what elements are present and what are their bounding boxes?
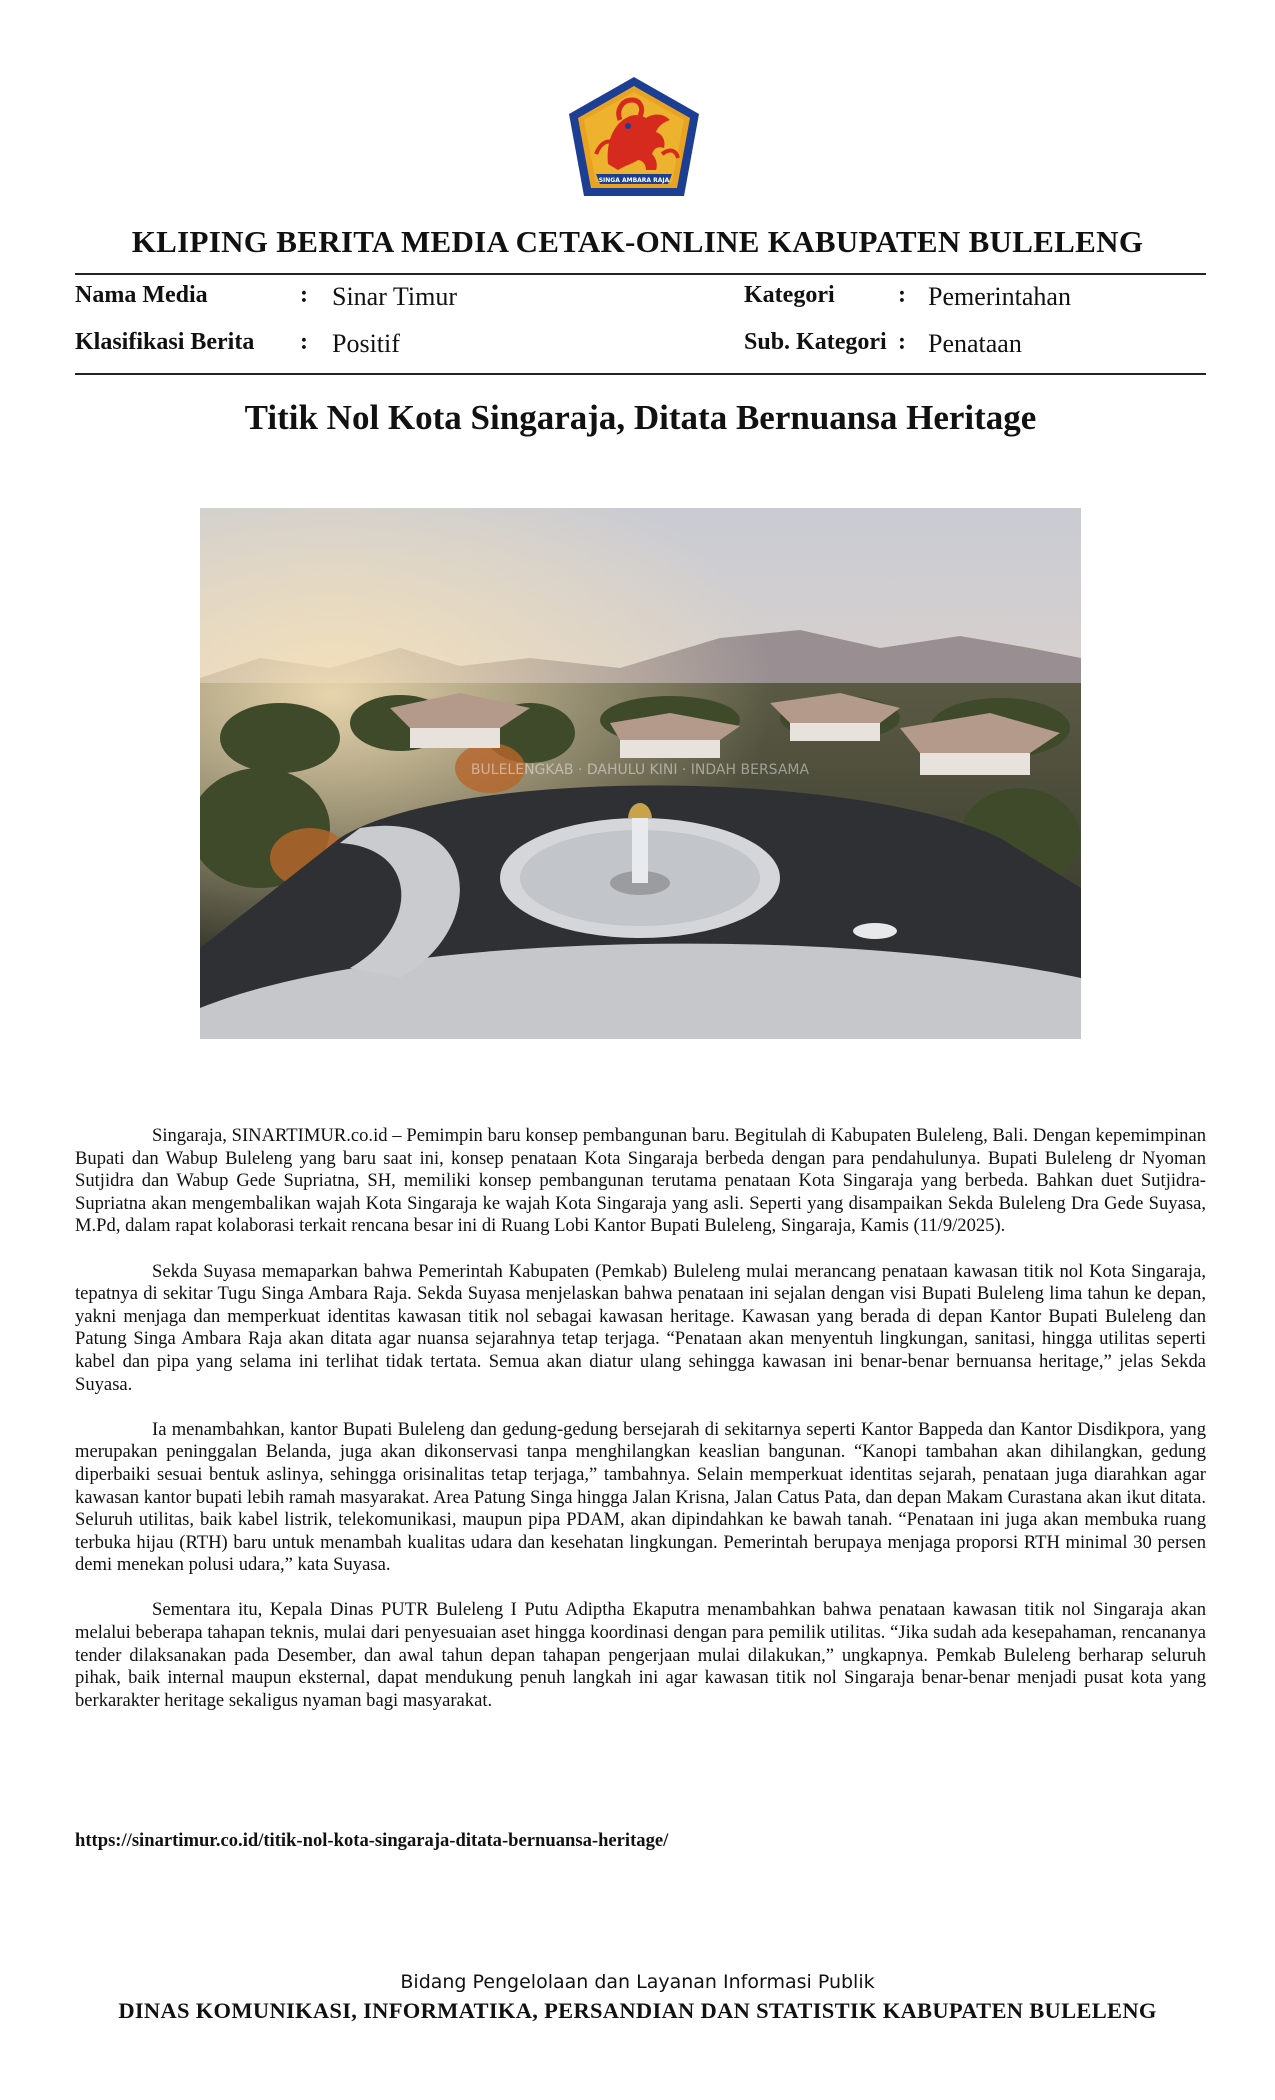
kategori-value: Pemerintahan bbox=[928, 282, 1071, 311]
source-link[interactable]: https://sinartimur.co.id/titik-nol-kota-singaraja-ditata-bernuansa-heritage/ bbox=[75, 1830, 669, 1851]
article-paragraph: Singaraja, SINARTIMUR.co.id – Pemimpin baru konsep pembangunan baru. Begitulah di Kabupaten Buleleng, Bali. Dengan kepemimpinan Bupati dan Wabup Buleleng yang baru saat ini, konsep penataan Kota Singaraja berbeda dengan para pendahulunya. Bupati Buleleng dr Nyoman Sutjidra dan Wabup Gede Supriatna, SH, memiliki konsep pembangunan terutama penataan Kota Singaraja yang berbeda. Bahkan duet Sutjidra-Supriatna akan mengembalikan wajah Kota Singaraja ke wajah Kota Singaraja yang asli. Seperti yang disampaikan Sekda Buleleng Dra Gede Suyasa, M.Pd, dalam rapat kolaborasi terkait rencana besar ini di Ruang Lobi Kantor Bupati Buleleng, Singaraja, Kamis (11/9/2025). bbox=[75, 1125, 1206, 1237]
article-headline: Titik Nol Kota Singaraja, Ditata Bernuansa Heritage bbox=[244, 398, 1037, 437]
header-divider-top bbox=[75, 273, 1206, 275]
header-divider-bottom bbox=[75, 373, 1206, 375]
kategori-colon: : bbox=[898, 282, 906, 308]
document-title: KLIPING BERITA MEDIA CETAK-ONLINE KABUPATEN BULELENG bbox=[131, 224, 1144, 259]
kategori-label: Kategori bbox=[744, 282, 835, 308]
sub-kategori-value: Penataan bbox=[928, 329, 1022, 358]
article-photo bbox=[200, 508, 1081, 1039]
klasifikasi-berita-value: Positif bbox=[332, 329, 400, 358]
footer-title: DINAS KOMUNIKASI, INFORMATIKA, PERSANDIAN DAN STATISTIK KABUPATEN BULELENG bbox=[118, 1998, 1157, 2023]
klasifikasi-berita-label: Klasifikasi Berita bbox=[75, 329, 255, 355]
sub-kategori-label: Sub. Kategori bbox=[744, 329, 887, 355]
article-paragraph: Ia menambahkan, kantor Bupati Buleleng dan gedung-gedung bersejarah di sekitarnya seperti Kantor Bappeda dan Kantor Disdikpora, yang merupakan peninggalan Belanda, juga akan dikonservasi tanpa menghilangkan keaslian bangunan. “Kanopi tambahan akan dihilangkan, gedung diperbaiki sesuai bentuk aslinya, sehingga orisinalitas tetap terjaga,” tambahnya. Selain memperkuat identitas sejarah, penataan juga diarahkan agar kawasan kantor bupati lebih ramah masyarakat. Area Patung Singa hingga Jalan Krisna, Jalan Catus Pata, dan depan Makam Curastana akan ikut ditata. Seluruh utilitas, baik kabel listrik, telekomunikasi, maupun pipa PDAM, akan dipindahkan ke bawah tanah. “Penataan ini juga akan membuka ruang terbuka hijau (RTH) baru untuk menambah kualitas udara dan kesehatan lingkungan. Pemerintah berupaya menjaga proporsi RTH minimal 30 persen demi menekan polusi udara,” kata Suyasa. bbox=[75, 1418, 1206, 1576]
nama-media-value: Sinar Timur bbox=[332, 282, 457, 311]
footer-subtitle: Bidang Pengelolaan dan Layanan Informasi Publik bbox=[400, 1971, 875, 1993]
nama-media-colon: : bbox=[300, 282, 308, 308]
article-paragraph: Sementara itu, Kepala Dinas PUTR Buleleng I Putu Adiptha Ekaputra menambahkan bahwa penataan kawasan titik nol Singaraja akan melalui beberapa tahapan teknis, mulai dari penyesuaian aset hingga koordinasi dengan para pemilik utilitas. “Jika sudah ada kesepahaman, rencananya tender dilaksanakan pada Desember, dan awal tahun depan tahapan pengerjaan mulai dilakukan,” ungkapnya. Pemkab Buleleng berharap seluruh pihak, baik internal maupun eksternal, dapat mendukung penuh langkah ini agar kawasan titik nol Singaraja benar-benar menjadi pusat kota yang berkarakter heritage sekaligus nyaman bagi masyarakat. bbox=[75, 1599, 1206, 1711]
nama-media-label: Nama Media bbox=[75, 282, 208, 308]
emblem-caption: SINGA AMBARA RAJA bbox=[598, 177, 670, 184]
article-paragraph: Sekda Suyasa memaparkan bahwa Pemerintah Kabupaten (Pemkab) Buleleng mulai merancang penataan kawasan titik nol Kota Singaraja, tepatnya di sekitar Tugu Singa Ambara Raja. Sekda Suyasa menjelaskan bahwa penataan ini sejalan dengan visi Bupati Buleleng lima tahun ke depan, yakni menjaga dan memperkuat identitas kawasan titik nol sebagai kawasan heritage. Kawasan yang berada di depan Kantor Bupati Buleleng dan Patung Singa Ambara Raja akan ditata agar nuansa sejarahnya tetap terjaga. “Penataan akan menyentuh lingkungan, sanitasi, hingga utilitas seperti kabel dan pipa yang selama ini terlihat tidak tertata. Semua akan diatur ulang sehingga kawasan ini benar-benar bernuansa heritage,” jelas Sekda Suyasa. bbox=[75, 1260, 1206, 1395]
sub-kategori-colon: : bbox=[898, 329, 906, 355]
photo-watermark: BULELENGKAB · DAHULU KINI · INDAH BERSAMA bbox=[470, 762, 810, 778]
buleleng-regency-emblem bbox=[566, 74, 702, 200]
article-body bbox=[75, 1125, 1206, 1735]
klasifikasi-berita-colon: : bbox=[300, 329, 308, 355]
